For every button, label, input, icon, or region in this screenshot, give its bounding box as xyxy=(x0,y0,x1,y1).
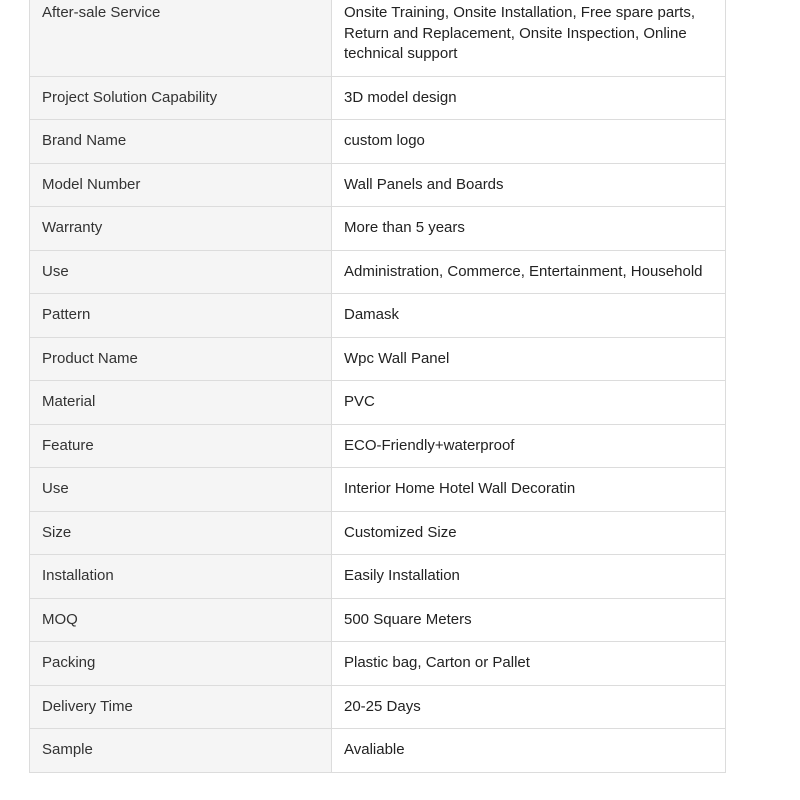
spec-label: Pattern xyxy=(30,294,332,338)
spec-label: Product Name xyxy=(30,337,332,381)
spec-label: MOQ xyxy=(30,598,332,642)
spec-table-body xyxy=(30,0,726,772)
spec-value: Customized Size xyxy=(332,511,726,555)
product-spec-table xyxy=(29,0,726,773)
spec-value: Wall Panels and Boards xyxy=(332,163,726,207)
spec-value: 3D model design xyxy=(332,76,726,120)
spec-row-use xyxy=(30,250,726,294)
spec-value: Administration, Commerce, Entertainment, Household xyxy=(332,250,726,294)
spec-label: Material xyxy=(30,381,332,425)
spec-row-moq xyxy=(30,598,726,642)
spec-value: Avaliable xyxy=(332,729,726,773)
spec-row-project-solution-capability xyxy=(30,76,726,120)
spec-value: 500 Square Meters xyxy=(332,598,726,642)
spec-row-installation xyxy=(30,555,726,599)
spec-label: Installation xyxy=(30,555,332,599)
spec-label: Model Number xyxy=(30,163,332,207)
spec-row-brand-name xyxy=(30,120,726,164)
spec-row-delivery-time xyxy=(30,685,726,729)
spec-row-feature xyxy=(30,424,726,468)
spec-value: Interior Home Hotel Wall Decoratin xyxy=(332,468,726,512)
spec-label: Feature xyxy=(30,424,332,468)
spec-row-model-number xyxy=(30,163,726,207)
spec-value: Onsite Training, Onsite Installation, Free spare parts, Return and Replacement, Onsite Inspection, Online technical support xyxy=(332,0,726,76)
spec-label: Brand Name xyxy=(30,120,332,164)
spec-label: Delivery Time xyxy=(30,685,332,729)
spec-row-after-sale-service xyxy=(30,0,726,76)
spec-label: Packing xyxy=(30,642,332,686)
spec-value: Easily Installation xyxy=(332,555,726,599)
spec-label: Use xyxy=(30,468,332,512)
spec-value: Plastic bag, Carton or Pallet xyxy=(332,642,726,686)
spec-row-product-name xyxy=(30,337,726,381)
spec-label: After-sale Service xyxy=(30,0,332,76)
spec-label: Project Solution Capability xyxy=(30,76,332,120)
spec-label: Sample xyxy=(30,729,332,773)
spec-row-sample xyxy=(30,729,726,773)
spec-value: custom logo xyxy=(332,120,726,164)
spec-value: Damask xyxy=(332,294,726,338)
spec-row-pattern xyxy=(30,294,726,338)
spec-row-material xyxy=(30,381,726,425)
spec-row-warranty xyxy=(30,207,726,251)
spec-label: Use xyxy=(30,250,332,294)
spec-value: 20-25 Days xyxy=(332,685,726,729)
spec-value: ECO-Friendly+waterproof xyxy=(332,424,726,468)
spec-value: More than 5 years xyxy=(332,207,726,251)
spec-row-use-2 xyxy=(30,468,726,512)
spec-value: Wpc Wall Panel xyxy=(332,337,726,381)
spec-row-size xyxy=(30,511,726,555)
spec-row-packing xyxy=(30,642,726,686)
spec-value: PVC xyxy=(332,381,726,425)
spec-label: Warranty xyxy=(30,207,332,251)
spec-label: Size xyxy=(30,511,332,555)
